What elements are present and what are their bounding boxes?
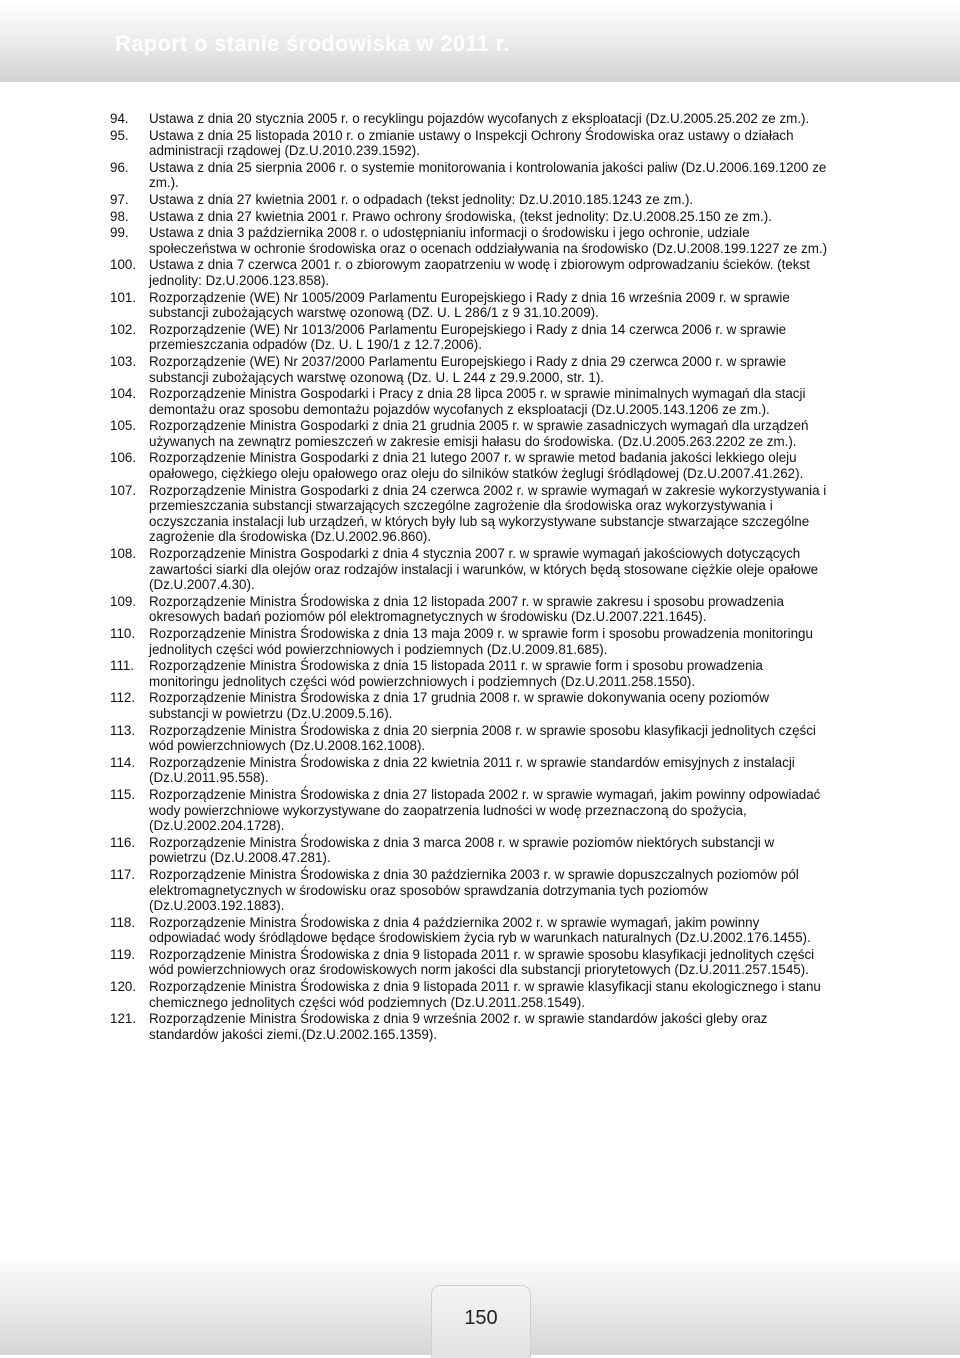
reference-item — [110, 835, 830, 866]
reference-item — [110, 225, 830, 256]
reference-item — [110, 483, 830, 545]
reference-text: Rozporządzenie Ministra Środowiska z dnia 13 maja 2009 r. w sprawie form i sposobu prowadzenia monitoringu jednolitych części wód powierzchniowych i podziemnych (Dz.U.2009.81.685). — [149, 626, 813, 657]
reference-item — [110, 867, 830, 914]
reference-number: 117. — [110, 866, 136, 882]
reference-text: Rozporządzenie (WE) Nr 1013/2006 Parlamentu Europejskiego i Rady z dnia 14 czerwca 2006 r. w sprawie przemieszczania odpadów (Dz. U. L 190/1 z 12.7.2006). — [149, 321, 787, 353]
reference-item — [110, 290, 830, 321]
reference-item — [110, 160, 830, 191]
reference-number: 95. — [110, 127, 129, 143]
reference-item — [110, 192, 830, 208]
reference-text: Rozporządzenie Ministra Środowiska z dnia 22 kwietnia 2011 r. w sprawie standardów emisyjnych z instalacji (Dz.U.2011.95.558). — [149, 754, 795, 786]
reference-number: 120. — [110, 979, 137, 995]
reference-text: Rozporządzenie Ministra Środowiska z dnia 27 listopada 2002 r. w sprawie wymagań, jakim powinny odpowiadać wody powierzchniowe wykorzystywane do zaopatrzenia ludności w wodę przeznaczoną do spożycia, (Dz.U.2002.204.1728). — [149, 786, 821, 834]
reference-number: 97. — [110, 191, 129, 207]
reference-item — [110, 450, 830, 481]
reference-number: 98. — [110, 208, 129, 224]
reference-text: Rozporządzenie Ministra Gospodarki z dnia 21 lutego 2007 r. w sprawie metod badania jakości lekkiego oleju opałowego, ciężkiego oleju opałowego oraz oleju do silników statków żeglugi śródlądowej (Dz.U.2007.41.262). — [149, 450, 804, 482]
reference-text: Rozporządzenie Ministra Środowiska z dnia 4 października 2002 r. w sprawie wymagań, jakim powinny odpowiadać wody śródlądowe będące środowiskiem życia ryb w warunkach naturalnych (Dz.U.2002.176.1455). — [149, 914, 811, 946]
reference-item — [110, 209, 830, 225]
reference-number: 101. — [110, 289, 137, 305]
reference-item — [110, 322, 830, 353]
reference-text: Rozporządzenie Ministra Środowiska z dnia 30 października 2003 r. w sprawie dopuszczalnych poziomów pól elektromagnetycznych w środowisku oraz sposobów sprawdzania dotrzymania tych poziomów (Dz.U.2003.192.1883). — [149, 866, 799, 914]
reference-item — [110, 787, 830, 834]
reference-item — [110, 723, 830, 754]
reference-text: Ustawa z dnia 7 czerwca 2001 r. o zbiorowym zaopatrzeniu w wodę i zbiorowym odprowadzaniu ścieków. (tekst jednolity: Dz.U.2006.123.858). — [149, 257, 810, 288]
reference-item — [110, 594, 830, 625]
reference-text: Rozporządzenie (WE) Nr 2037/2000 Parlamentu Europejskiego i Rady z dnia 29 czerwca 2000 r. w sprawie substancji zubożających warstwę ozonową (Dz. U. L 244 z 29.9.2000, str. 1). — [149, 353, 787, 385]
reference-text: Rozporządzenie Ministra Gospodarki z dnia 24 czerwca 2002 r. w sprawie wymagań w zakresie wykorzystywania i przemieszczania substancji stwarzających szczególne zagrożenie dla środowiska oraz wykorzystywania i oczyszczania instalacji lub urządzeń, w których były lub są wykorzystywane substancje stwarzające szczególne zagrożenie dla środowiska (Dz.U.2002.96.860). — [149, 482, 827, 545]
page-header-band — [0, 0, 960, 82]
reference-number: 109. — [110, 593, 137, 609]
reference-text: Ustawa z dnia 25 sierpnia 2006 r. o systemie monitorowania i kontrolowania jakości paliw (Dz.U.2006.169.1200 ze zm.). — [149, 159, 827, 191]
reference-text: Rozporządzenie Ministra Środowiska z dnia 15 listopada 2011 r. w sprawie form i sposobu prowadzenia monitoringu jednolitych części wód powierzchniowych i podziemnych (Dz.U.2011.258.1550). — [149, 658, 763, 689]
reference-number: 111. — [110, 658, 135, 674]
reference-item — [110, 979, 830, 1010]
reference-number: 114. — [110, 754, 136, 770]
reference-text: Rozporządzenie Ministra Gospodarki z dnia 4 stycznia 2007 r. w sprawie wymagań jakościowych dotyczących zawartości siarki dla olejów oraz rodzajów instalacji i warunków, w których będą stosowane ciężkie oleje opałowe (Dz.U.2007.4.30). — [149, 546, 819, 593]
reference-item — [110, 690, 830, 721]
reference-number: 104. — [110, 386, 137, 402]
reference-text: Rozporządzenie Ministra Środowiska z dnia 9 września 2002 r. w sprawie standardów jakości gleby oraz standardów jakości ziemi.(Dz.U.2002.165.1359). — [149, 1011, 768, 1042]
reference-text: Ustawa z dnia 27 kwietnia 2001 r. o odpadach (tekst jednolity: Dz.U.2010.185.1243 ze zm.). — [149, 191, 694, 207]
reference-number: 100. — [110, 257, 137, 273]
reference-text: Ustawa z dnia 3 października 2008 r. o udostępnianiu informacji o środowisku i jego ochronie, udziale społeczeństwa w ochronie środowiska oraz o ocenach oddziaływania na środowisko (Dz.U.2008.199.1227 ze zm.) — [149, 225, 828, 256]
reference-item — [110, 111, 830, 127]
reference-number: 121. — [110, 1011, 137, 1027]
reference-number: 102. — [110, 321, 137, 337]
reference-item — [110, 755, 830, 786]
reference-item — [110, 947, 830, 978]
reference-item — [110, 658, 830, 689]
report-title: Raport o stanie środowiska w 2011 r. — [115, 31, 510, 56]
reference-item — [110, 354, 830, 385]
reference-item — [110, 626, 830, 657]
page-number: 150 — [464, 1307, 498, 1329]
reference-number: 96. — [110, 159, 129, 175]
reference-text: Rozporządzenie Ministra Gospodarki z dnia 21 grudnia 2005 r. w sprawie zasadniczych wymagań dla urządzeń używanych na zewnątrz pomieszczeń w zakresie emisji hałasu do środowiska. (Dz.U.2005.263.2202 ze zm.). — [149, 418, 809, 449]
reference-number: 99. — [110, 225, 129, 241]
reference-text: Rozporządzenie Ministra Środowiska z dnia 12 listopada 2007 r. w sprawie zakresu i sposobu prowadzenia okresowych badań poziomów pól elektromagnetycznych w środowisku (Dz.U.2007.221.1645). — [149, 593, 784, 625]
reference-item — [110, 546, 830, 593]
reference-number: 119. — [110, 946, 136, 962]
reference-number: 110. — [110, 626, 136, 641]
reference-text: Rozporządzenie (WE) Nr 1005/2009 Parlamentu Europejskiego i Rady z dnia 16 września 2009 r. w sprawie substancji zubożających warstwę ozonową (DZ. U. L 286/1 z 9 31.10.2009). — [149, 289, 790, 321]
reference-text: Ustawa z dnia 20 stycznia 2005 r. o recyklingu pojazdów wycofanych z eksploatacji (Dz.U.2005.25.202 ze zm.). — [149, 111, 810, 126]
reference-list — [110, 111, 830, 1043]
reference-text: Rozporządzenie Ministra Środowiska z dnia 9 listopada 2011 r. w sprawie klasyfikacji stanu ekologicznego i stanu chemicznego jednolitych części wód podziemnych (Dz.U.2011.258.1549). — [149, 979, 821, 1010]
reference-item — [110, 418, 830, 449]
reference-item — [110, 1011, 830, 1042]
reference-number: 106. — [110, 450, 137, 466]
reference-item — [110, 257, 830, 288]
reference-item — [110, 128, 830, 159]
reference-number: 94. — [110, 111, 129, 126]
reference-number: 115. — [110, 786, 136, 802]
reference-number: 107. — [110, 482, 137, 498]
reference-text: Rozporządzenie Ministra Środowiska z dnia 17 grudnia 2008 r. w sprawie dokonywania oceny poziomów substancji w powietrzu (Dz.U.2009.5.16). — [149, 690, 770, 721]
reference-number: 105. — [110, 418, 137, 434]
reference-item — [110, 915, 830, 946]
reference-text: Rozporządzenie Ministra Środowiska z dnia 20 sierpnia 2008 r. w sprawie sposobu klasyfikacji jednolitych części wód powierzchniowych (Dz.U.2008.162.1008). — [149, 722, 816, 754]
reference-number: 103. — [110, 353, 137, 369]
reference-number: 108. — [110, 546, 137, 562]
reference-number: 113. — [110, 722, 136, 738]
reference-text: Rozporządzenie Ministra Gospodarki i Pracy z dnia 28 lipca 2005 r. w sprawie minimalnych wymagań dla stacji demontażu oraz sposobu demontażu pojazdów wycofanych z eksploatacji (Dz.U.2005.143.1206 ze zm.). — [149, 386, 806, 417]
reference-number: 116. — [110, 834, 136, 850]
reference-text: Ustawa z dnia 25 listopada 2010 r. o zmianie ustawy o Inspekcji Ochrony Środowiska oraz ustawy o działach administracji rządowej (Dz.U.2010.239.1592). — [149, 127, 794, 159]
reference-text: Rozporządzenie Ministra Środowiska z dnia 3 marca 2008 r. w sprawie poziomów niektórych substancji w powietrzu (Dz.U.2008.47.281). — [149, 834, 775, 866]
reference-item — [110, 386, 830, 417]
reference-number: 118. — [110, 914, 136, 930]
page-number-tab — [431, 1285, 531, 1358]
reference-number: 112. — [110, 690, 136, 706]
reference-text: Rozporządzenie Ministra Środowiska z dnia 9 listopada 2011 r. w sprawie sposobu klasyfikacji jednolitych części wód powierzchniowych oraz środowiskowych norm jakości dla substancji priorytetowych (Dz.U.2011.257.1545). — [149, 946, 815, 978]
reference-text: Ustawa z dnia 27 kwietnia 2001 r. Prawo ochrony środowiska, (tekst jednolity: Dz.U.2008.25.150 ze zm.). — [149, 208, 772, 224]
